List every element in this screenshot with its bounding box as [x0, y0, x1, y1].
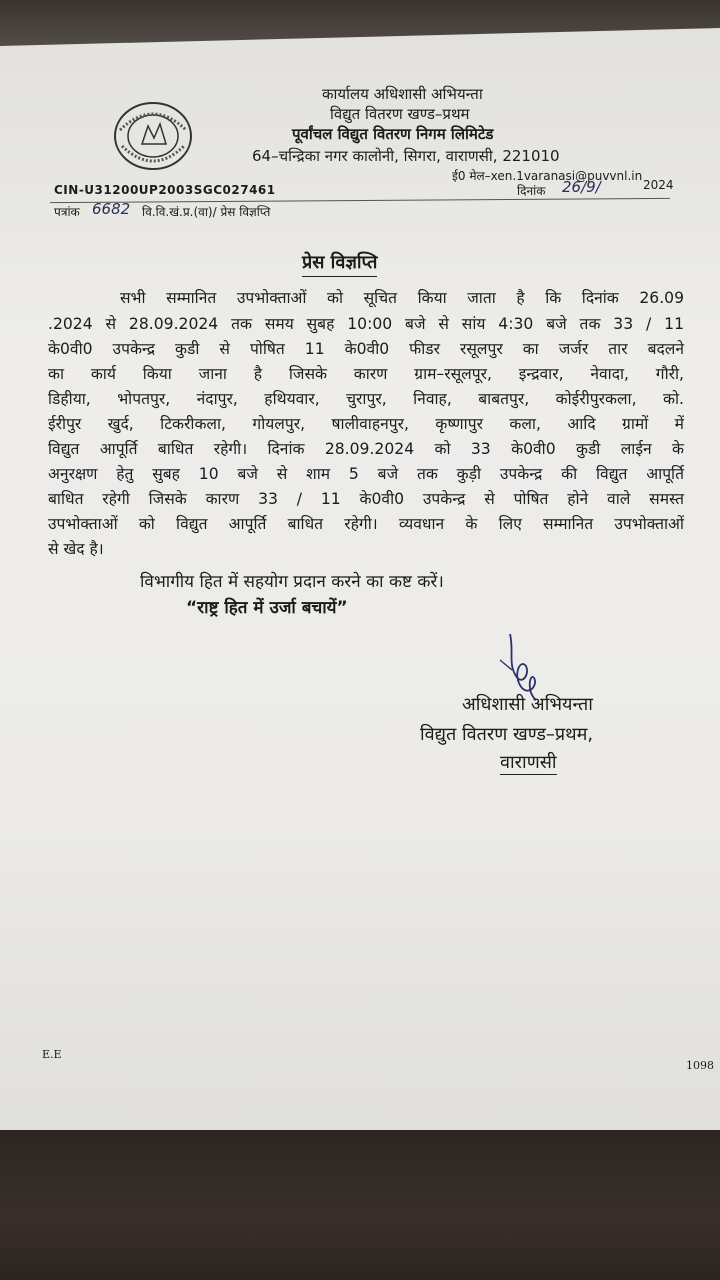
- body-line: के0वी0 उपकेन्द्र कुडी से पोषित 11 के0वी0 फीडर रसूलपुर का जर्जर तार बदलने: [48, 340, 684, 358]
- background-bottom: [0, 1130, 720, 1280]
- cin-number: CIN-U31200UP2003SGC027461: [54, 183, 276, 197]
- letterhead-company: पूर्वांचल विद्युत वितरण निगम लिमिटेड: [292, 125, 494, 143]
- signatory-division: विद्युत वितरण खण्ड–प्रथम,: [420, 724, 594, 745]
- signatory-city: वाराणसी: [500, 752, 557, 773]
- body-line: अनुरक्षण हेतु सुबह 10 बजे से शाम 5 बजे तक कुड़ी उपकेन्द्र की विद्युत आपूर्ति: [48, 465, 684, 483]
- reference-number: 6682: [92, 200, 131, 218]
- letterhead-division: विद्युत वितरण खण्ड–प्रथम: [330, 105, 470, 123]
- body-line: ईरीपुर खुर्द, टिकरीकला, गोयलपुर, षालीवाहनपुर, कृष्णापुर कला, आदि ग्रामों में: [48, 415, 684, 433]
- body-line: सभी सम्मानित उपभोक्ताओं को सूचित किया जाता है कि दिनांक 26.09: [120, 289, 684, 307]
- body-line: विद्युत आपूर्ति बाधित रहेगी। दिनांक 28.09.2024 को 33 के0वी0 कुडी लाईन के: [48, 440, 684, 458]
- reference-label: पत्रांक: [54, 205, 80, 219]
- organization-seal-logo: [112, 100, 194, 172]
- body-line: .2024 से 28.09.2024 तक समय सुबह 10:00 बजे से सांय 4:30 बजे तक 33 / 11: [48, 315, 684, 333]
- body-line: डिहीया, भोपतपुर, नंदापुर, हथियवार, चुरापुर, निवाह, बाबतपुर, कोईरीपुरकला, को.: [48, 390, 684, 408]
- date-year: 2024: [643, 178, 674, 192]
- body-line: उपभोक्ताओं को विद्युत आपूर्ति बाधित रहेगी। व्यवधान के लिए सम्मानित उपभोक्ताओं: [48, 515, 684, 533]
- body-line: का कार्य किया जाना है जिसके कारण ग्राम–रसूलपूर, इन्द्रवार, नेवादा, गौरी,: [48, 365, 684, 383]
- date-handwritten: 26/9/: [562, 178, 601, 196]
- letterhead-email: ई0 मेल–xen.1varanasi@puvvnl.in: [452, 169, 643, 183]
- signatory-designation: अधिशासी अभियन्ता: [462, 694, 593, 715]
- date-label: दिनांक: [517, 184, 546, 198]
- body-line: बाधित रहेगी जिसके कारण 33 / 11 के0वी0 उपकेन्द्र से पोषित होने वाले समस्त: [48, 490, 684, 508]
- letterhead-address: 64–चन्द्रिका नगर कालोनी, सिगरा, वाराणसी, 221010: [252, 147, 560, 165]
- request-line: विभागीय हित में सहयोग प्रदान करने का कष्ट करें।: [140, 572, 444, 592]
- reference-suffix: वि.वि.खं.प्र.(वा)/ प्रेस विज्ञप्ति: [142, 205, 271, 219]
- letterhead-office: कार्यालय अधिशासी अभियन्ता: [322, 85, 483, 103]
- press-release-title: प्रेस विज्ञप्ति: [302, 250, 377, 277]
- footer-number: 1098: [686, 1059, 714, 1072]
- footer-initials: E.E: [42, 1048, 62, 1061]
- slogan: “राष्ट्र हित में उर्जा बचायें”: [186, 598, 348, 618]
- body-line: से खेद है।: [48, 540, 104, 558]
